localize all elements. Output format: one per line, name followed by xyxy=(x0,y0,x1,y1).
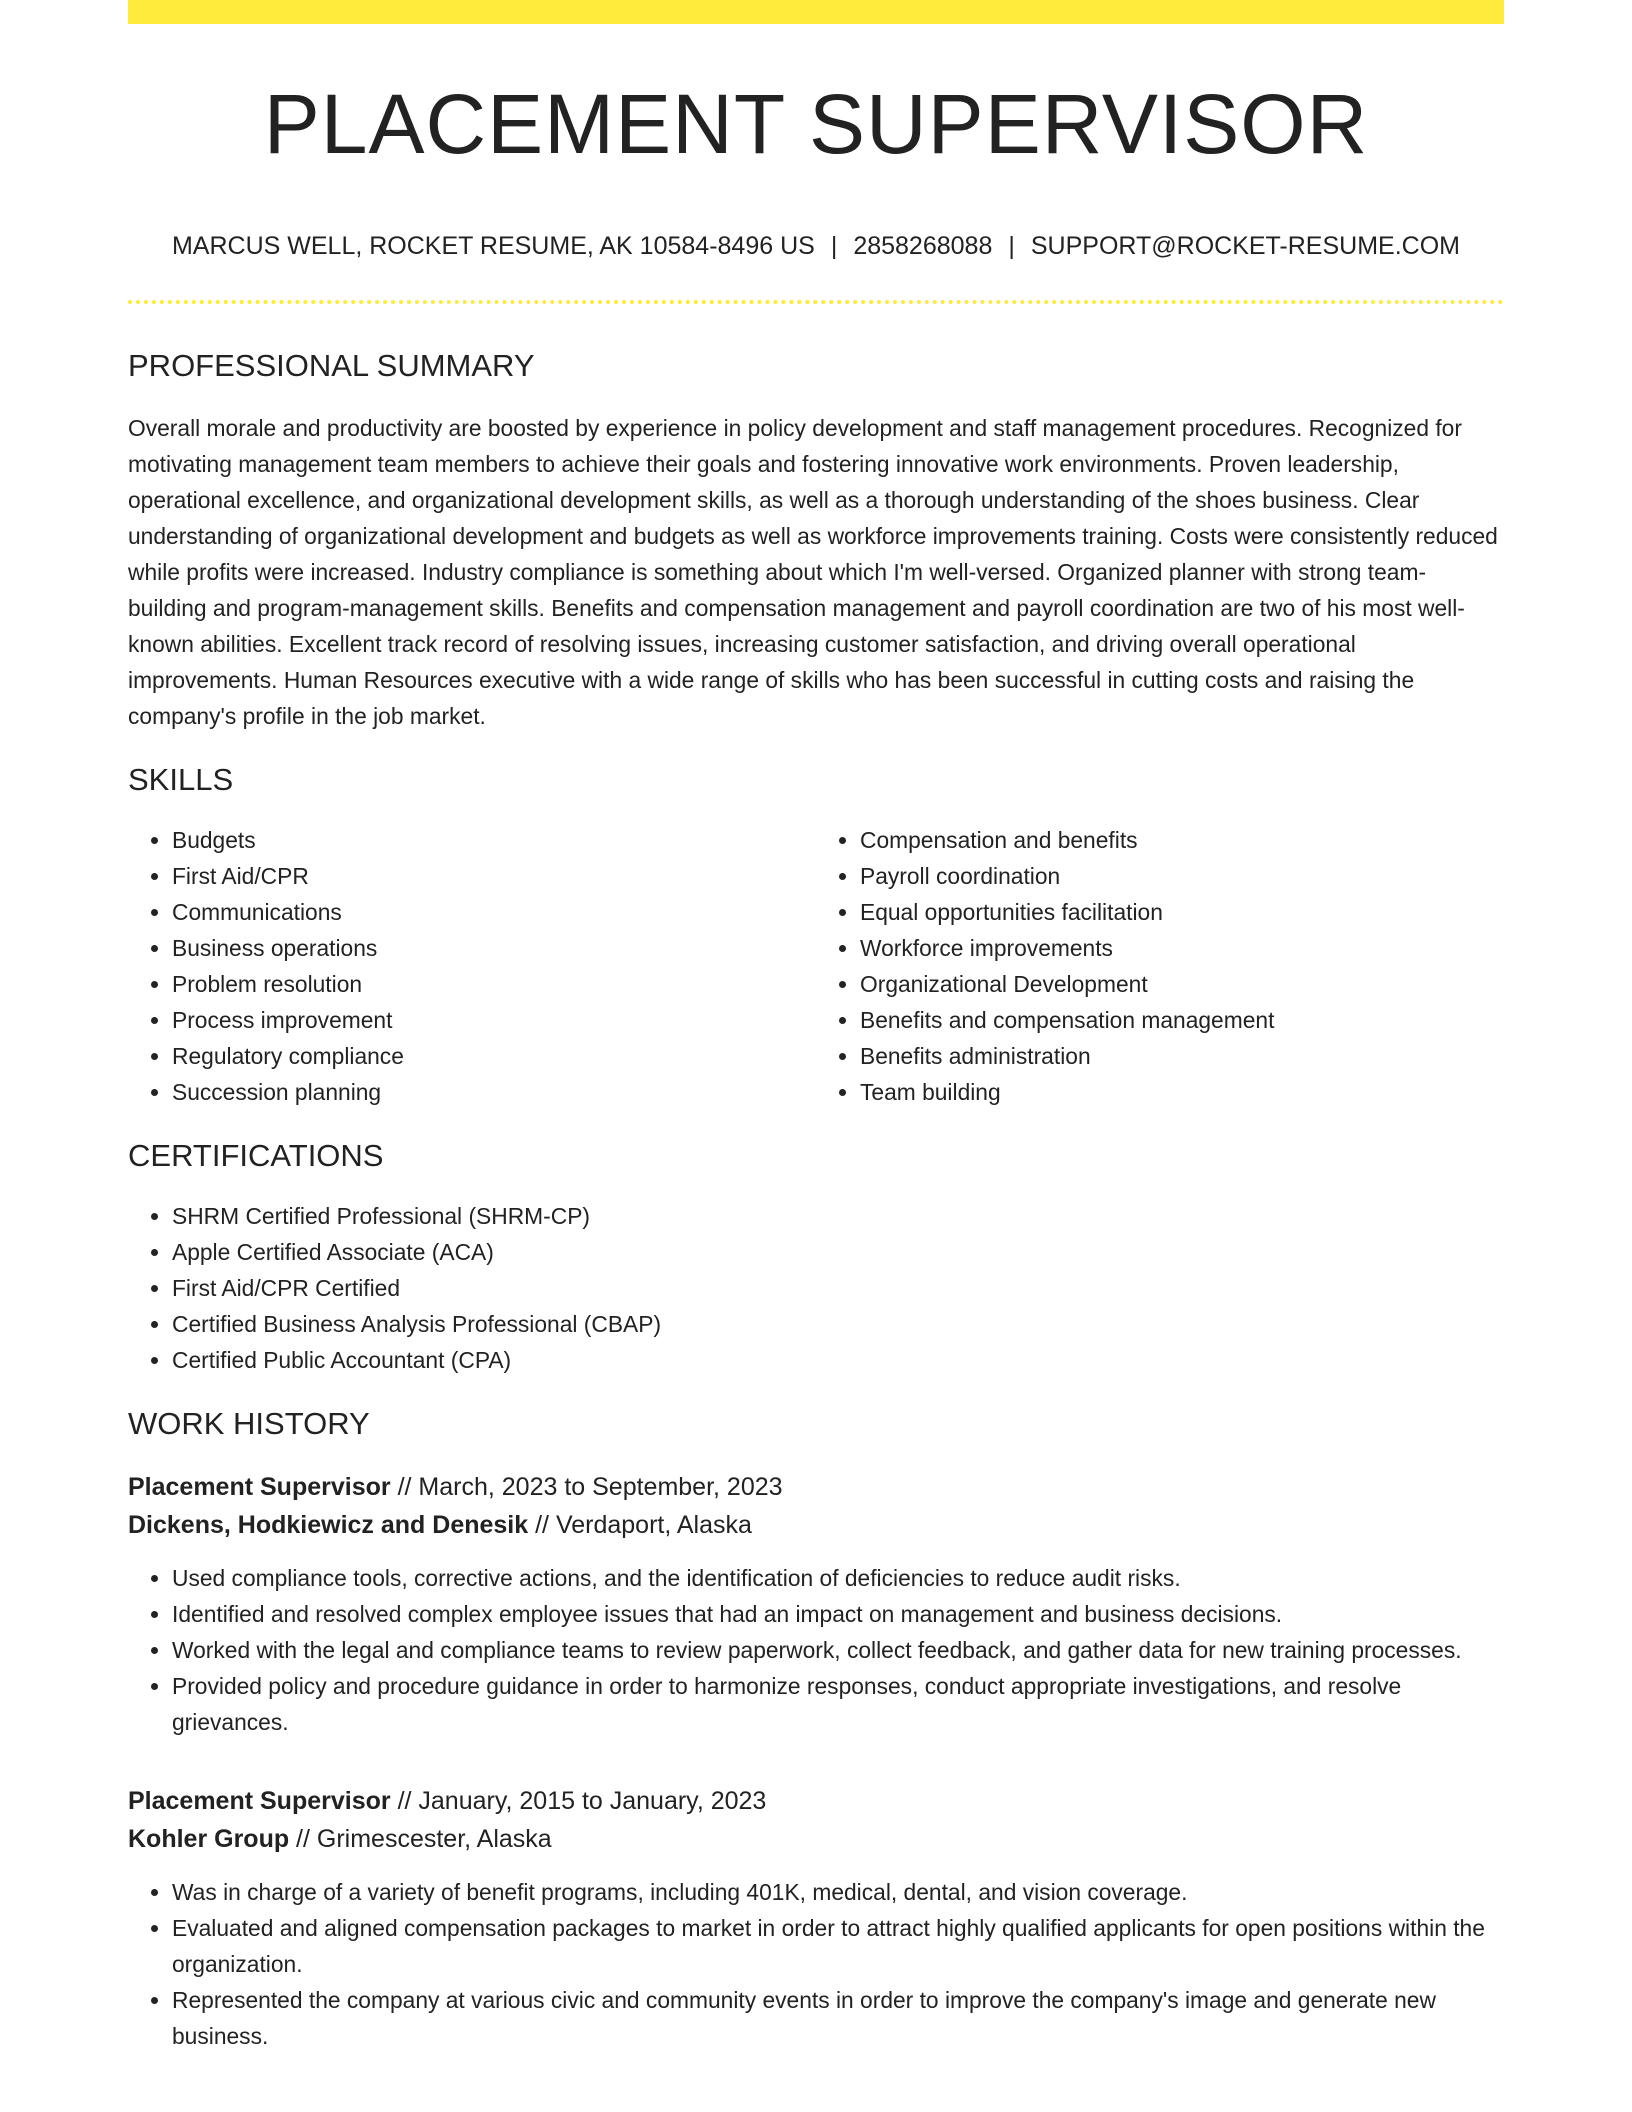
skills-columns xyxy=(128,822,1504,1110)
job-title-line xyxy=(128,1468,1504,1506)
dotted-divider xyxy=(128,300,1504,304)
resume-title: PLACEMENT SUPERVISOR xyxy=(263,77,1369,171)
contact-separator: | xyxy=(1008,232,1015,260)
summary-heading: PROFESSIONAL SUMMARY xyxy=(128,348,535,383)
job-company-line xyxy=(128,1820,1504,1858)
skill-item: • Equal opportunities facilitation xyxy=(860,894,1504,930)
skills-left-list xyxy=(128,822,816,1110)
skill-item: • Benefits administration xyxy=(860,1038,1504,1074)
job-title: Placement Supervisor xyxy=(128,1473,391,1501)
contact-separator: | xyxy=(830,232,838,260)
certifications-list xyxy=(128,1198,1504,1378)
job-title: Placement Supervisor xyxy=(128,1787,391,1815)
skills-heading: SKILLS xyxy=(128,762,234,797)
job-bullets xyxy=(128,1874,1504,2054)
skill-item: • Organizational Development xyxy=(860,966,1504,1002)
work-history-heading: WORK HISTORY xyxy=(128,1406,370,1441)
job-bullet: • Was in charge of a variety of benefit programs, including 401K, medical, dental, and vision coverage. xyxy=(172,1874,1504,1910)
accent-top-bar xyxy=(128,0,1504,24)
skill-item: • Payroll coordination xyxy=(860,858,1504,894)
skill-item: • Problem resolution xyxy=(172,966,816,1002)
skill-item: • Benefits and compensation management xyxy=(860,1002,1504,1038)
skill-item: • Process improvement xyxy=(172,1002,816,1038)
job-bullet: • Evaluated and aligned compensation packages to market in order to attract highly qualified applicants for open positions within the organization. xyxy=(172,1910,1504,1982)
skill-item: • First Aid/CPR xyxy=(172,858,816,894)
resume-page xyxy=(128,0,1504,2054)
skill-item: • Business operations xyxy=(172,930,816,966)
certification-item: • Certified Public Accountant (CPA) xyxy=(172,1342,1504,1378)
job-location: // Verdaport, Alaska xyxy=(528,1511,752,1539)
certifications-heading: CERTIFICATIONS xyxy=(128,1138,384,1173)
job-entry xyxy=(128,1782,1504,2054)
certification-item: • SHRM Certified Professional (SHRM-CP) xyxy=(172,1198,1504,1234)
job-location: // Grimescester, Alaska xyxy=(289,1825,552,1853)
job-company: Kohler Group xyxy=(128,1825,290,1853)
contact-phone: 2858268088 xyxy=(853,232,993,260)
job-dates: // March, 2023 to September, 2023 xyxy=(390,1473,783,1501)
skill-item: • Succession planning xyxy=(172,1074,816,1110)
skill-item: • Regulatory compliance xyxy=(172,1038,816,1074)
job-company: Dickens, Hodkiewicz and Denesik xyxy=(128,1511,529,1539)
job-bullet: • Used compliance tools, corrective actions, and the identification of deficiencies to reduce audit risks. xyxy=(172,1560,1504,1596)
job-company-line xyxy=(128,1506,1504,1544)
job-entry xyxy=(128,1468,1504,1740)
certification-item: • Certified Business Analysis Professional (CBAP) xyxy=(172,1306,1504,1342)
certification-item: • Apple Certified Associate (ACA) xyxy=(172,1234,1504,1270)
skill-item: • Team building xyxy=(860,1074,1504,1110)
job-title-line xyxy=(128,1782,1504,1820)
job-header xyxy=(128,1782,1504,1858)
job-bullet: • Worked with the legal and compliance teams to review paperwork, collect feedback, and gather data for new training processes. xyxy=(172,1632,1504,1668)
skill-item: • Compensation and benefits xyxy=(860,822,1504,858)
contact-line xyxy=(128,230,1504,262)
job-dates: // January, 2015 to January, 2023 xyxy=(390,1787,767,1815)
job-bullet: • Represented the company at various civic and community events in order to improve the company's image and generate new business. xyxy=(172,1982,1504,2054)
contact-email: SUPPORT@ROCKET-RESUME.COM xyxy=(1030,232,1460,260)
job-bullet: • Identified and resolved complex employee issues that had an impact on management and business decisions. xyxy=(172,1596,1504,1632)
skill-item: • Communications xyxy=(172,894,816,930)
certification-item: • First Aid/CPR Certified xyxy=(172,1270,1504,1306)
contact-address: MARCUS WELL, ROCKET RESUME, AK 10584-8496 US xyxy=(171,232,815,260)
skill-item: • Workforce improvements xyxy=(860,930,1504,966)
skill-item: • Budgets xyxy=(172,822,816,858)
job-bullets xyxy=(128,1560,1504,1740)
skills-right-list xyxy=(816,822,1504,1110)
job-bullet: • Provided policy and procedure guidance in order to harmonize responses, conduct appropriate investigations, and resolve grievances. xyxy=(172,1668,1504,1740)
summary-text: Overall morale and productivity are boosted by experience in policy development and staff management procedures. Recognized for motivating management team members to achieve their goals and fostering innovative work environments. Proven leadership, operational excellence, and organizational development skills, as well as a thorough understanding of the shoes business. Clear understanding of organizational development and budgets as well as workforce improvements training. Costs were consistently reduced while profits were increased. Industry compliance is something about which I'm well-versed. Organized planner with strong team-building and program-management skills. Benefits and compensation management and payroll coordination are two of his most well-known abilities. Excellent track record of resolving issues, increasing customer satisfaction, and driving overall operational improvements. Human Resources executive with a wide range of skills who has been successful in cutting costs and raising the company's profile in the job market. xyxy=(128,415,1498,729)
job-header xyxy=(128,1468,1504,1544)
